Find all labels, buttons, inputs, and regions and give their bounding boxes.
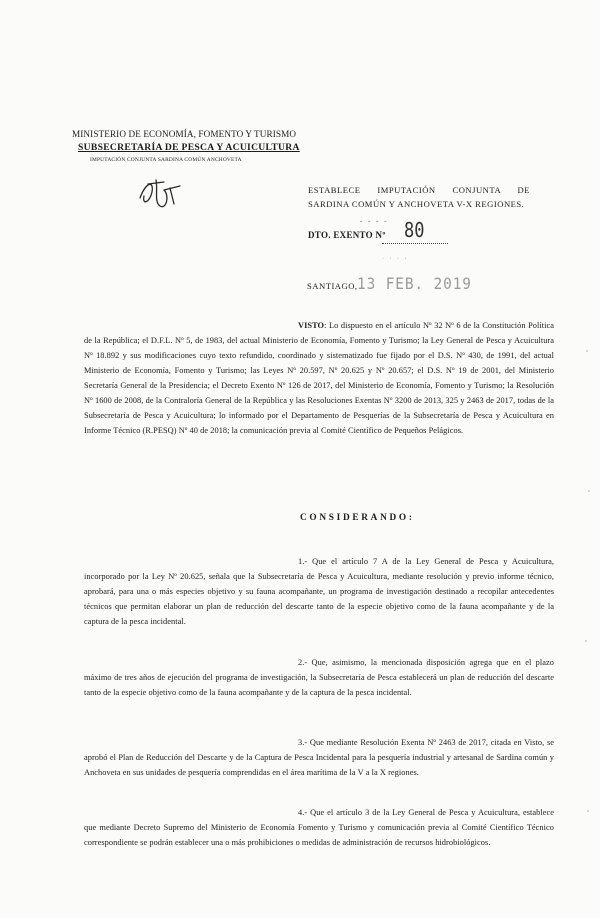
subject-underline-marks: - - - - — [360, 217, 389, 225]
reference-line: IMPUTACIÓN CONJUNTA SARDINA COMÚN ANCHOVETA — [90, 157, 242, 163]
considerando-item-4 — [84, 805, 554, 850]
signature-initials — [134, 176, 184, 212]
considerando-item-3 — [84, 735, 554, 780]
decree-subject: ESTABLECE IMPUTACIÓN CONJUNTA DE SARDINA COMÚN Y ANCHOVETA V-X REGIONES. — [308, 185, 530, 209]
visto-text: : Lo dispuesto en el artículo Nº 32 Nº 6 de la Constitución Política de la República; el D.F.L. Nº 5, de 1983, del actual Ministerio de Economía, Fomento y Turismo; la Ley General de Pesca y Acuicultura Nº 18.892 y sus modificaciones cuyo texto refundido, coordinado y sistematizado fue fijado por el D.S. Nº 430, de 1991, del actual Ministerio de Economía, Fomento y Turismo; las Leyes Nº 20.597, Nº 20.625 y Nº 20.657; el D.S. Nº 19 de 2001, del Ministerio Secretaría General de la Presidencia; el Decreto Exento Nº 126 de 2017, del Ministerio de Economía, Fomento y Turismo; la Resolución Nº 1600 de 2008, de la Contraloría General de la República y las Resoluciones Exentas Nº 3200 de 2013, 325 y 2463 de 2017, todas de la Subsecretaría de Pesca y Acuicultura; lo informado por el Departamento de Pesquerías de la Subsecretaría de Pesca y Acuicultura en Informe Técnico (R.PESQ) Nº 40 de 2018; la comunicación previa al Comité Científico de Pequeños Pelágicos. — [84, 321, 554, 435]
decree-number: 80 — [404, 218, 425, 242]
decree-stamp-marks: · · · · — [382, 256, 409, 262]
decree-number-underline — [382, 243, 448, 244]
considerando-text-2: 2.- Que, asimismo, la mencionada disposición agrega que en el plazo máximo de tres años de ejecución del programa de investigación, la Subsecretaría de Pesca establecerá un plan de reducción del descarte tanto de la especie objetivo como de la fauna acompañante y de la captura de la pesca incidental. — [84, 658, 554, 697]
considerando-text-3: 3.- Que mediante Resolución Exenta Nº 2463 de 2017, citada en Visto, se aprobó el Plan de Reducción del Descarte y de la Captura de Pesca Incidental para la pesquería industrial y artesanal de Sardina común y Anchoveta en sus unidades de pesquería comprendidas en el área marítima de la V a la X regiones. — [84, 738, 554, 777]
visto-label: VISTO — [298, 321, 325, 330]
scan-edge-noise — [582, 340, 594, 840]
visto-paragraph — [84, 318, 554, 438]
considerando-heading: CONSIDERANDO: — [300, 513, 415, 523]
decree-place: SANTIAGO, — [307, 281, 358, 291]
decree-date-stamp: 13 FEB. 2019 — [357, 274, 472, 293]
considerando-text-1: 1.- Que el artículo 7 A de la Ley General de Pesca y Acuicultura, incorporado por la Ley Nº 20.625, señala que la Subsecretaría de Pesca y Acuicultura, mediante resolución y previo informe técnico, aprobará, para una o más especies objetivo y su fauna acompañante, un programa de investigación destinado a recopilar antecedentes técnicos que permitan elaborar un plan de reducción del descarte tanto de la especie objetivo como de la fauna acompañante y de la captura de la pesca incidental. — [84, 557, 554, 626]
subsecretaria-name: SUBSECRETARÍA DE PESCA Y ACUICULTURA — [78, 142, 300, 153]
decree-label: DTO. EXENTO Nº — [308, 230, 386, 240]
considerando-item-1 — [84, 554, 554, 629]
considerando-text-4: 4.- Que el artículo 3 de la Ley General de Pesca y Acuicultura, establece que mediante Decreto Supremo del Ministerio de Economía Fomento y Turismo y comunicación previa al Comité Científico Técnico correspondiente se podrán establecer una o más prohibiciones o medidas de administración de recursos hidrobiológicos. — [84, 808, 554, 847]
considerando-item-2 — [84, 655, 554, 700]
ministry-name: MINISTERIO DE ECONOMÍA, FOMENTO Y TURISMO — [72, 129, 297, 139]
